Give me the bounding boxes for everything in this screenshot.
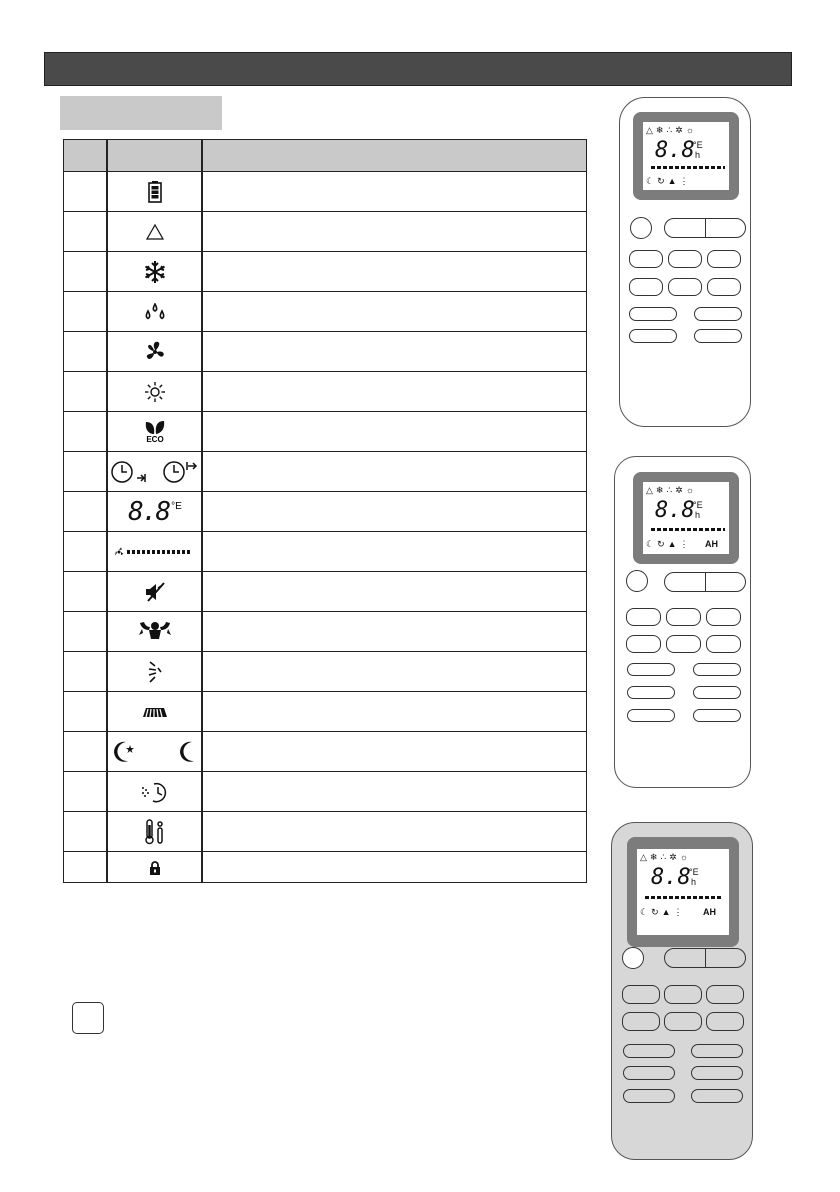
lcd-unit: °E: [693, 500, 703, 510]
row-description: [204, 772, 586, 811]
table-row: [64, 572, 586, 612]
row-description: [204, 572, 586, 611]
remote-lcd: [633, 472, 739, 564]
lcd-screen: [637, 849, 729, 935]
table-row: [64, 412, 586, 452]
remote-button[interactable]: [693, 686, 741, 699]
fan-button[interactable]: [694, 307, 742, 321]
remote-control-2: [614, 456, 751, 788]
row-description: [204, 652, 586, 691]
swing-button[interactable]: [623, 1044, 675, 1058]
remote-lcd: [627, 837, 739, 947]
heat-mode-icon: [108, 372, 202, 411]
fp-icon: [108, 812, 202, 851]
lcd-screen: [643, 122, 729, 190]
temperature-digits: 8.8: [128, 496, 170, 527]
remote-button[interactable]: [707, 278, 741, 296]
remote-lcd: [633, 112, 739, 200]
power-button[interactable]: [626, 570, 648, 592]
lcd-mode-icons: △❄∴✲☼: [646, 125, 697, 135]
remote-button[interactable]: [691, 1089, 743, 1103]
lcd-screen: [643, 482, 729, 554]
table-row: [64, 612, 586, 652]
remote-button[interactable]: [623, 1089, 675, 1103]
remote-button[interactable]: [623, 1066, 675, 1080]
table-row: [64, 772, 586, 812]
row-description: [204, 812, 586, 851]
remote-button[interactable]: [666, 635, 701, 653]
remote-button[interactable]: [706, 608, 741, 626]
table-row: [64, 492, 586, 532]
lcd-hour: h: [695, 510, 701, 520]
lock-icon: [108, 852, 202, 884]
remote-button[interactable]: [622, 1012, 660, 1031]
row-description: [204, 612, 586, 651]
temperature-display-icon: [108, 492, 202, 531]
remote-button[interactable]: [627, 709, 675, 722]
row-description: [204, 532, 586, 571]
remote-control-1: [619, 97, 751, 427]
remote-button[interactable]: [664, 1012, 702, 1031]
sleep-icon: [108, 732, 202, 771]
turbo-icon: [108, 612, 202, 651]
lcd-unit: °E: [689, 867, 699, 877]
temp-rocker[interactable]: [664, 572, 746, 592]
remote-button[interactable]: [666, 608, 701, 626]
eco-label: ECO: [146, 434, 164, 444]
indicator-table: [63, 139, 587, 883]
timer-icon: [108, 452, 202, 491]
remote-button[interactable]: [629, 329, 677, 343]
temp-rocker[interactable]: [664, 218, 746, 238]
lcd-hour: h: [691, 877, 697, 887]
table-row: [64, 252, 586, 292]
remote-button[interactable]: [706, 1012, 744, 1031]
follow-me-icon: [108, 692, 202, 731]
eco-icon: [108, 412, 202, 451]
cool-mode-icon: [108, 252, 202, 291]
lcd-fan-bar: [651, 528, 725, 531]
power-button[interactable]: [630, 217, 652, 239]
section-header-bar: [44, 52, 792, 86]
swing-button[interactable]: [629, 307, 677, 321]
fan-button[interactable]: [693, 663, 741, 676]
remote-button[interactable]: [626, 635, 661, 653]
row-description: [204, 852, 586, 884]
row-description: [204, 732, 586, 771]
table-row: [64, 292, 586, 332]
remote-button[interactable]: [706, 635, 741, 653]
remote-button[interactable]: [668, 278, 702, 296]
row-description: [204, 372, 586, 411]
lcd-hour: h: [695, 150, 701, 160]
power-button[interactable]: [622, 947, 644, 969]
remote-button[interactable]: [668, 250, 702, 268]
lcd-bottom-icons: ☾↻▲⋮: [646, 539, 692, 549]
remote-button[interactable]: [691, 1066, 743, 1080]
temperature-unit: °E: [171, 501, 182, 512]
silence-icon: [108, 572, 202, 611]
lcd-bottom-icons: ☾↻▲⋮: [640, 907, 686, 917]
remote-button[interactable]: [629, 250, 663, 268]
remote-button[interactable]: [694, 329, 742, 343]
remote-control-3: [611, 822, 753, 1160]
table-row: [64, 532, 586, 572]
lcd-digits: 8.8: [655, 138, 695, 163]
remote-button[interactable]: [627, 686, 675, 699]
row-description: [204, 292, 586, 331]
swing-icon: [108, 652, 202, 691]
remote-button[interactable]: [629, 278, 663, 296]
table-row: [64, 852, 586, 884]
lcd-unit: °E: [693, 140, 703, 150]
lcd-fan-bar: [645, 896, 723, 899]
table-row: [64, 732, 586, 772]
table-header: [64, 140, 586, 172]
lcd-digits: 8.8: [655, 498, 695, 523]
swing-button[interactable]: [627, 663, 675, 676]
auto-mode-icon: [108, 212, 202, 251]
note-icon-box: [72, 1002, 104, 1034]
lcd-mode-icons: △❄∴✲☼: [646, 485, 697, 495]
row-description: [204, 412, 586, 451]
row-description: [204, 492, 586, 531]
remote-button[interactable]: [622, 985, 660, 1004]
lcd-fan-bar: [651, 166, 725, 169]
row-description: [204, 212, 586, 251]
self-clean-icon: [108, 772, 202, 811]
remote-button[interactable]: [626, 608, 661, 626]
table-row: [64, 692, 586, 732]
row-description: [204, 692, 586, 731]
dry-mode-icon: [108, 292, 202, 331]
table-row: [64, 212, 586, 252]
lcd-bottom-icons: ☾↻▲⋮: [646, 176, 692, 186]
fan-button[interactable]: [691, 1044, 743, 1058]
row-description: [204, 252, 586, 291]
table-row: [64, 452, 586, 492]
remote-button[interactable]: [664, 985, 702, 1004]
row-description: [204, 332, 586, 371]
fan-speed-bar-icon: [108, 532, 202, 571]
lcd-digits: 8.8: [651, 865, 691, 890]
row-description: [204, 452, 586, 491]
table-row: [64, 372, 586, 412]
table-row: [64, 652, 586, 692]
lcd-ah: AH: [705, 539, 718, 549]
lcd-ah: AH: [703, 907, 716, 917]
row-description: [204, 172, 586, 211]
table-row: [64, 812, 586, 852]
remote-button[interactable]: [707, 250, 741, 268]
remote-button[interactable]: [693, 709, 741, 722]
temp-rocker[interactable]: [664, 948, 746, 968]
table-row: [64, 332, 586, 372]
battery-icon: [108, 172, 202, 211]
fan-mode-icon: [108, 332, 202, 371]
remote-button[interactable]: [706, 985, 744, 1004]
table-row: [64, 172, 586, 212]
lcd-mode-icons: △❄∴✲☼: [640, 852, 691, 862]
section-tab: [60, 96, 222, 130]
